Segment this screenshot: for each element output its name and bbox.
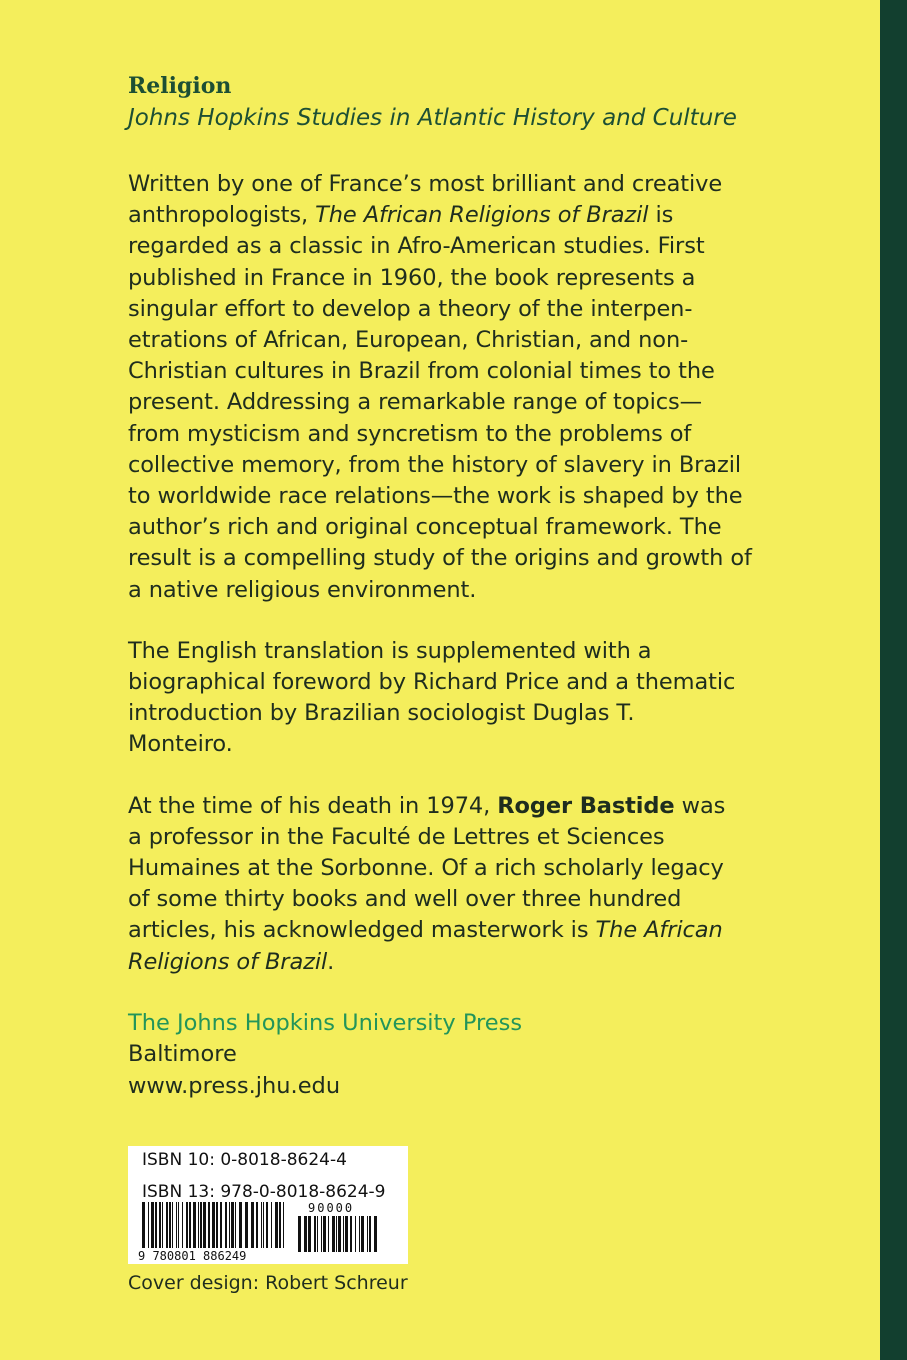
text-line: a native religious environment. bbox=[128, 576, 477, 603]
text-line: articles, his acknowledged masterwork is The African bbox=[128, 917, 723, 944]
book-title: The African bbox=[595, 917, 723, 944]
barcode-bar bbox=[166, 1202, 168, 1248]
barcode-bar bbox=[176, 1202, 177, 1248]
barcode-bar bbox=[178, 1202, 179, 1248]
barcode-bar bbox=[162, 1202, 163, 1248]
isbn-10: ISBN 10: 0-8018-8624-4 bbox=[142, 1150, 347, 1170]
text-line: Christian cultures in Brazil from colonial times to the bbox=[128, 358, 715, 385]
barcode-bar bbox=[317, 1216, 318, 1252]
barcode-bar bbox=[235, 1202, 236, 1248]
book-title: Religions of Brazil bbox=[128, 948, 328, 975]
barcode-bar bbox=[198, 1202, 199, 1248]
barcode-bar bbox=[200, 1202, 202, 1248]
barcode-bar bbox=[231, 1202, 234, 1248]
text-line: Humaines at the Sorbonne. Of a rich scholarly legacy bbox=[128, 855, 724, 882]
text-line: a professor in the Faculté de Lettres et Sciences bbox=[128, 823, 665, 850]
publisher-url: www.press.jhu.edu bbox=[128, 1072, 341, 1099]
barcode-bar bbox=[182, 1202, 183, 1248]
author-name: Roger Bastide bbox=[497, 792, 675, 819]
text-line: regarded as a classic in Afro-American studies. First bbox=[128, 233, 705, 260]
text-line: The English translation is supplemented with a bbox=[128, 637, 652, 664]
text-line: biographical foreword by Richard Price and a thematic bbox=[128, 669, 736, 696]
barcode-bar bbox=[323, 1216, 326, 1252]
text-line: collective memory, from the history of slavery in Brazil bbox=[128, 451, 742, 478]
barcode-bar bbox=[169, 1202, 171, 1248]
barcode-bar bbox=[336, 1216, 337, 1252]
text-line: Written by one of France’s most brilliant and creative bbox=[128, 171, 723, 197]
text-line: anthropologists, The African Religions of Brazil is bbox=[128, 202, 674, 229]
text-line: from mysticism and syncretism to the problems of bbox=[128, 420, 692, 447]
barcode-bar bbox=[186, 1202, 188, 1248]
barcode-bar bbox=[172, 1202, 173, 1248]
spine-strip bbox=[880, 0, 907, 1360]
barcode-bar bbox=[239, 1202, 242, 1248]
barcode-bar bbox=[225, 1202, 227, 1248]
isbn-barcode-box bbox=[128, 1146, 408, 1264]
text-line: At the time of his death in 1974, Roger Bastide was bbox=[128, 792, 726, 819]
barcode-bar bbox=[271, 1202, 272, 1248]
barcode-bar bbox=[374, 1216, 377, 1252]
barcode-bar bbox=[367, 1216, 368, 1252]
barcode-bar bbox=[256, 1202, 258, 1248]
text-line: introduction by Brazilian sociologist Duglas T. bbox=[128, 700, 635, 727]
text-line: author’s rich and original conceptual framework. The bbox=[128, 514, 722, 541]
author-bio-paragraph bbox=[128, 791, 788, 978]
barcode-bar bbox=[345, 1216, 348, 1252]
description-paragraph-1 bbox=[128, 169, 788, 606]
barcode-bar bbox=[314, 1216, 316, 1252]
barcode-bar bbox=[304, 1216, 307, 1252]
ean-13-bars bbox=[142, 1202, 284, 1248]
barcode-bar bbox=[361, 1216, 364, 1252]
price-code: 90000 bbox=[308, 1202, 355, 1215]
description-paragraph-2 bbox=[128, 636, 788, 761]
barcode-bar bbox=[142, 1202, 145, 1248]
barcode-bar bbox=[350, 1216, 352, 1252]
barcode-bar bbox=[275, 1202, 278, 1248]
barcode-bar bbox=[251, 1202, 254, 1248]
text-line: present. Addressing a remarkable range of topics— bbox=[128, 389, 703, 416]
barcode-bar bbox=[216, 1202, 218, 1248]
barcode-bar bbox=[321, 1216, 322, 1252]
barcode-bar bbox=[220, 1202, 222, 1248]
barcode-bar bbox=[193, 1202, 196, 1248]
isbn-13: ISBN 13: 978-0-8018-8624-9 bbox=[142, 1182, 386, 1202]
barcode-bar bbox=[332, 1216, 335, 1252]
text-line: of some thirty books and well over three hundred bbox=[128, 886, 682, 913]
series-title: Johns Hopkins Studies in Atlantic History and Culture bbox=[128, 105, 737, 131]
back-cover-text bbox=[128, 70, 788, 1102]
barcode-bar bbox=[212, 1202, 215, 1248]
publisher-block bbox=[128, 1008, 788, 1103]
text-line: singular effort to develop a theory of the interpen- bbox=[128, 295, 693, 322]
barcode-bar bbox=[203, 1202, 206, 1248]
barcode-bar bbox=[263, 1202, 264, 1248]
barcode-bar bbox=[261, 1202, 262, 1248]
book-title: The African Religions of Brazil bbox=[315, 202, 649, 229]
barcode-bar bbox=[229, 1202, 230, 1248]
text-line: result is a compelling study of the origins and growth of bbox=[128, 545, 752, 572]
publisher-city: Baltimore bbox=[128, 1041, 237, 1068]
barcode-bar bbox=[343, 1216, 344, 1252]
barcode-bar bbox=[245, 1202, 248, 1248]
barcode-graphic bbox=[138, 1202, 398, 1262]
barcode-bar bbox=[266, 1202, 268, 1248]
barcode-bar bbox=[359, 1216, 360, 1252]
barcode-bar bbox=[208, 1202, 210, 1248]
barcode-bar bbox=[298, 1216, 301, 1252]
text-line: Religions of Brazil. bbox=[128, 948, 335, 975]
barcode-bar bbox=[155, 1202, 157, 1248]
publisher-name: The Johns Hopkins University Press bbox=[128, 1009, 523, 1036]
barcode-bar bbox=[338, 1216, 341, 1252]
price-addon-bars bbox=[298, 1216, 377, 1252]
text-line: etrations of African, European, Christian, and non- bbox=[128, 327, 689, 354]
barcode-bar bbox=[369, 1216, 371, 1252]
barcode-bar bbox=[159, 1202, 161, 1248]
barcode-bar bbox=[148, 1202, 149, 1248]
text-line: Monteiro. bbox=[128, 731, 233, 758]
barcode-bar bbox=[308, 1216, 311, 1252]
barcode-bar bbox=[279, 1202, 281, 1248]
text-line: published in France in 1960, the book represents a bbox=[128, 264, 696, 291]
barcode-bar bbox=[355, 1216, 356, 1252]
barcode-bar bbox=[189, 1202, 191, 1248]
cover-design-credit: Cover design: Robert Schreur bbox=[128, 1272, 408, 1294]
barcode-bar bbox=[151, 1202, 154, 1248]
barcode-bar bbox=[328, 1216, 329, 1252]
text-line: to worldwide race relations—the work is shaped by the bbox=[128, 483, 743, 510]
category-label: Religion bbox=[128, 73, 232, 99]
ean-digits: 9 780801 886249 bbox=[138, 1249, 247, 1262]
barcode-bar bbox=[283, 1202, 284, 1248]
